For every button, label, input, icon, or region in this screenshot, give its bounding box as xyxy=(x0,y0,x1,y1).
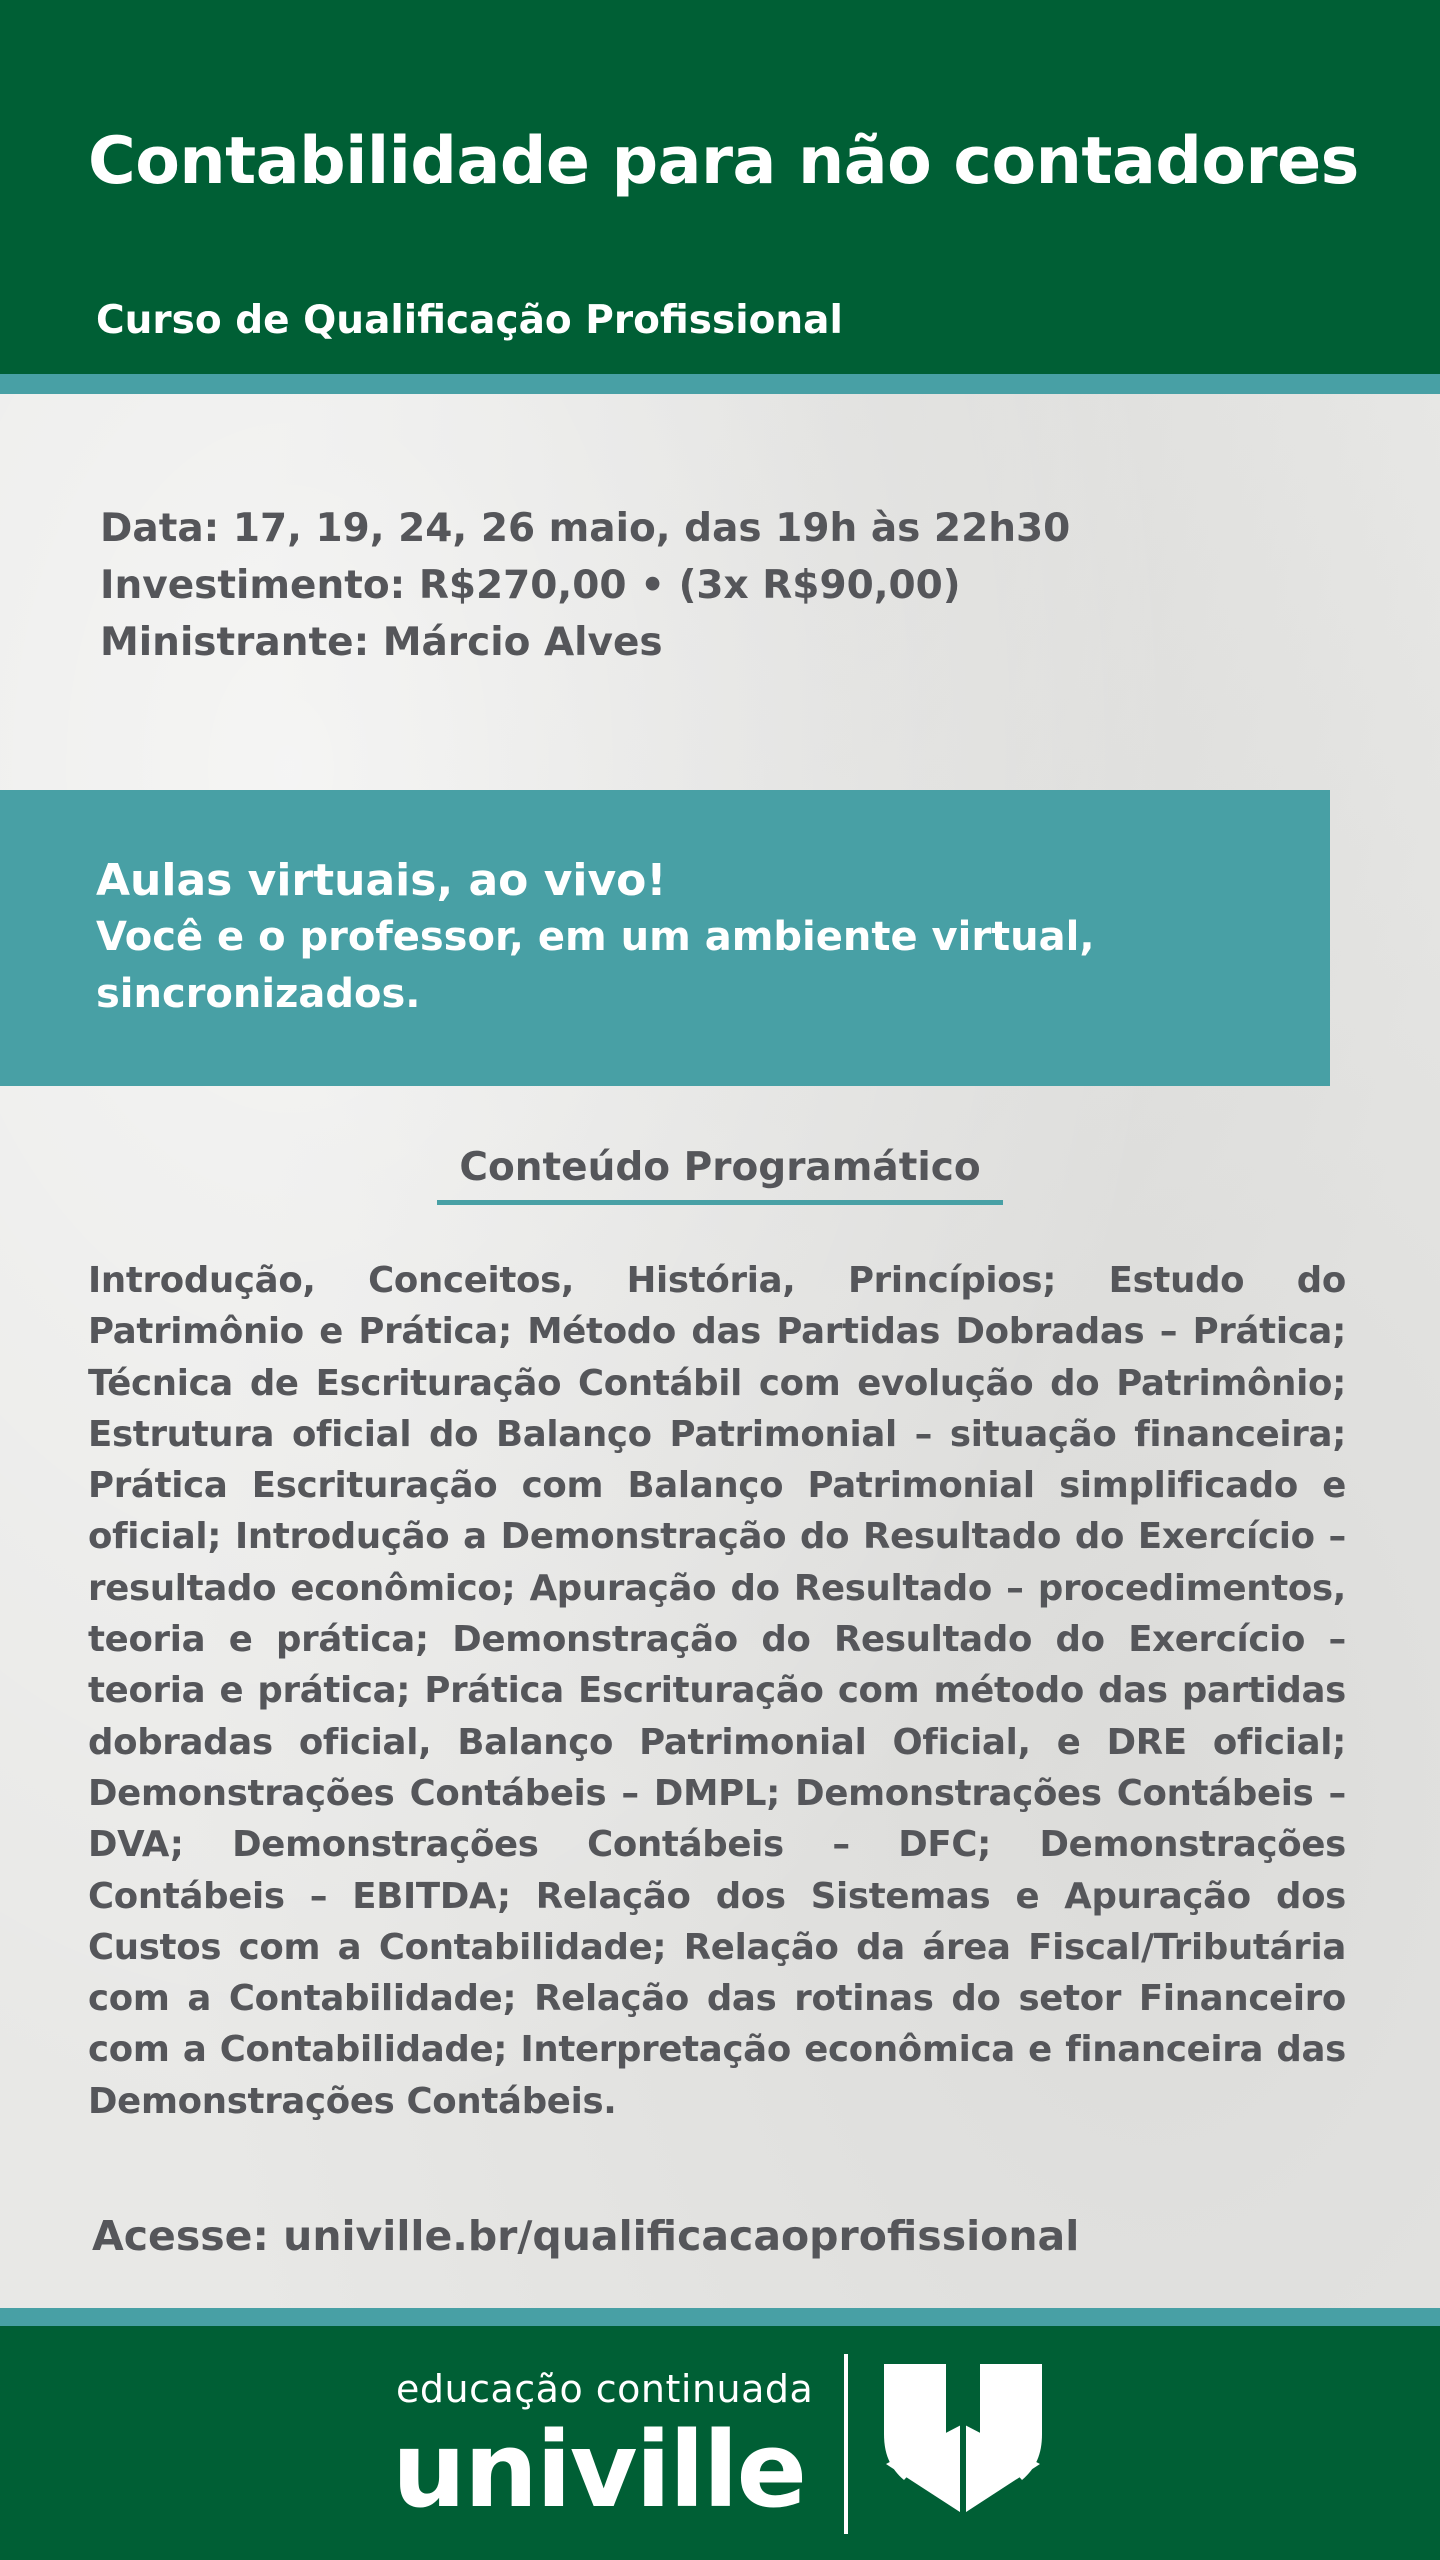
footer-tagline: educação continuada xyxy=(396,2367,814,2411)
highlight-line: Você e o professor, em um ambiente virtual, xyxy=(96,914,1095,960)
highlight-headline: Aulas virtuais, ao vivo! xyxy=(96,855,667,906)
header-accent-stripe xyxy=(0,374,1440,394)
highlight-line: sincronizados. xyxy=(96,971,421,1017)
page-title: Contabilidade para não contadores xyxy=(88,124,1359,199)
access-link[interactable]: Acesse: univille.br/qualificacaoprofissional xyxy=(92,2212,1080,2260)
course-date: Data: 17, 19, 24, 26 maio, das 19h às 22h30 xyxy=(100,506,1071,551)
course-info xyxy=(100,500,1070,671)
course-instructor: Ministrante: Márcio Alves xyxy=(100,620,663,665)
footer-accent-stripe xyxy=(0,2308,1440,2326)
footer-brand-wordmark: univille xyxy=(392,2409,805,2531)
program-title-underline xyxy=(437,1200,1003,1205)
univille-leaf-logo-icon xyxy=(884,2364,1042,2514)
program-content: Introdução, Conceitos, História, Princípios; Estudo do Patrimônio e Prática; Método das Partidas Dobradas – Prática; Técnica de Escrituração Contábil com evolução do Patrimônio; Estrutura oficial do Balanço Patrimonial – situação financeira; Prática Escrituração com Balanço Patrimonial simplificado e oficial; Introdução a Demonstração do Resultado do Exercício – resultado econômico; Apuração do Resultado – procedimentos, teoria e prática; Demonstração do Resultado do Exercício – teoria e prática; Prática Escrituração com método das partidas dobradas oficial, Balanço Patrimonial Oficial, e DRE oficial; Demonstrações Contábeis – DMPL; Demonstrações Contábeis – DVA; Demonstrações Contábeis – DFC; Demonstrações Contábeis – EBITDA; Relação dos Sistemas e Apuração dos Custos com a Contabilidade; Relação da área Fiscal/Tributária com a Contabilidade; Relação das rotinas do setor Financeiro com a Contabilidade; Interpretação econômica e financeira das Demonstrações Contábeis. xyxy=(88,1260,1346,2122)
footer-divider xyxy=(844,2354,848,2534)
page-subtitle: Curso de Qualificação Profissional xyxy=(96,298,843,343)
highlight-text xyxy=(96,852,1256,1023)
course-investment: Investimento: R$270,00 • (3x R$90,00) xyxy=(100,563,961,608)
program-title: Conteúdo Programático xyxy=(459,1145,981,1190)
